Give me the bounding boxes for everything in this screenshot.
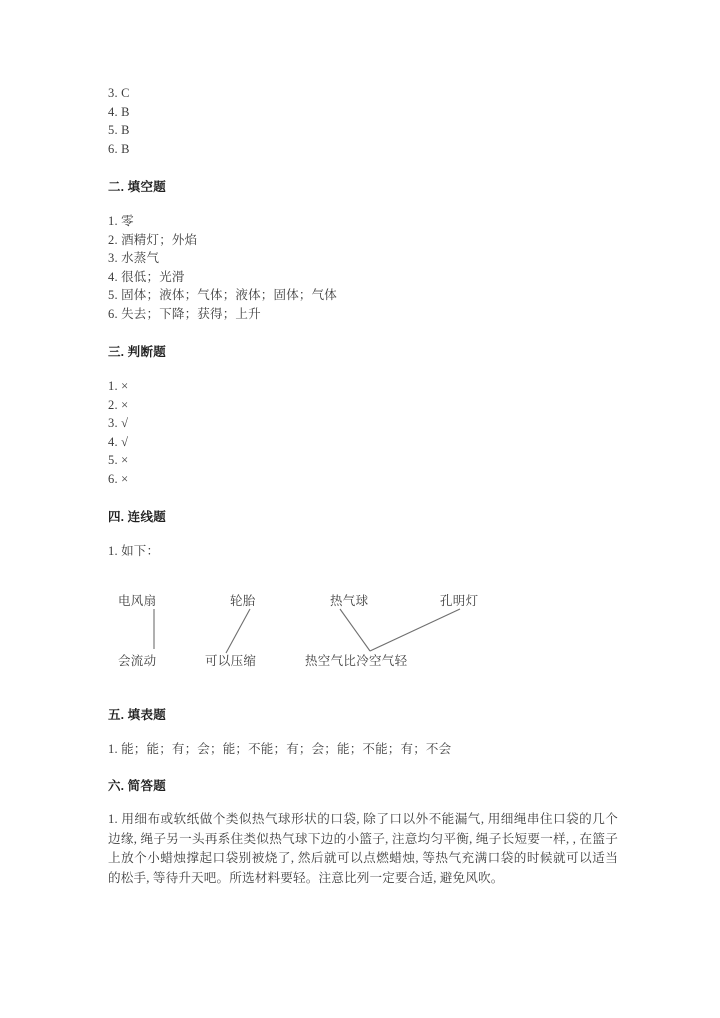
spacer — [108, 158, 618, 177]
section-four-intro: 1. 如下： — [108, 544, 160, 558]
answer-line: 6. B — [108, 141, 130, 156]
match-top-item-lantern[interactable]: 孔明灯 — [440, 593, 479, 608]
section-heading-six: 六. 简答题 — [108, 779, 167, 793]
answer-line: 4. B — [108, 104, 130, 119]
spacer — [108, 758, 618, 776]
answer-line: 5. B — [108, 123, 130, 137]
section-six-paragraph: 1. 用细布或软纸做个类似热气球形状的口袋, 除了口以外不能漏气, 用细绳串住口袋的几个边缘, 绳子另一头再系住类似热气球下边的小篮子, 注意均匀平衡, 绳子长短要一样, , 在篮子上放个小蜡烛撑起口袋别被烧了, 然后就可以点燃蜡烛, 等热气充满口袋的时候就可以适当的松手, 等待升天吧。所选材料要轻。注意比列一定要合适, 避免风吹。 — [108, 812, 618, 885]
match-bottom-item-hot-air-lighter[interactable]: 热空气比冷空气轻 — [305, 653, 408, 668]
answer-line: 5. × — [108, 453, 129, 467]
match-bottom-item-compressible[interactable]: 可以压缩 — [205, 653, 257, 668]
answer-line: 6. × — [108, 471, 129, 486]
section-five-answer: 1. 能；能；有；会；能；不能；有；会；能；不能；有；不会 — [108, 741, 452, 756]
connection-line — [340, 609, 370, 651]
section-heading-two: 二. 填空题 — [108, 180, 167, 194]
match-top-item-balloon[interactable]: 热气球 — [330, 593, 369, 608]
spacer — [108, 360, 618, 377]
spacer — [108, 525, 618, 542]
document-content — [108, 84, 618, 888]
spacer — [108, 323, 618, 342]
answer-line: 6. 失去；下降；获得；上升 — [108, 306, 261, 321]
section-two-answers — [108, 212, 618, 323]
match-bottom-item-flows[interactable]: 会流动 — [118, 653, 157, 668]
answer-line: 3. C — [108, 86, 130, 100]
section-three-answers — [108, 377, 618, 488]
answer-line: 2. 酒精灯；外焰 — [108, 232, 198, 247]
choice-answers-block — [108, 84, 618, 158]
answer-line: 5. 固体；液体；气体；液体；固体；气体 — [108, 288, 338, 302]
answer-line: 1. 零 — [108, 214, 134, 228]
section-heading-four: 四. 连线题 — [108, 510, 167, 524]
matching-diagram — [108, 587, 618, 677]
answer-line: 2. × — [108, 397, 129, 412]
spacer — [108, 677, 618, 705]
answer-line: 1. × — [108, 379, 129, 393]
spacer — [108, 488, 618, 507]
answer-line: 3. √ — [108, 416, 129, 430]
section-heading-five: 五. 填表题 — [108, 707, 167, 722]
connection-line — [370, 609, 460, 651]
match-top-item-tire[interactable]: 轮胎 — [230, 593, 256, 608]
spacer — [108, 794, 618, 810]
answer-line: 3. 水蒸气 — [108, 251, 160, 265]
connection-line — [226, 609, 250, 653]
spacer — [108, 195, 618, 212]
match-top-item-fan[interactable]: 电风扇 — [118, 593, 157, 608]
spacer — [108, 723, 618, 740]
answer-line: 4. √ — [108, 434, 129, 449]
answer-line: 4. 很低；光滑 — [108, 269, 185, 284]
section-heading-three: 三. 判断题 — [108, 345, 167, 359]
